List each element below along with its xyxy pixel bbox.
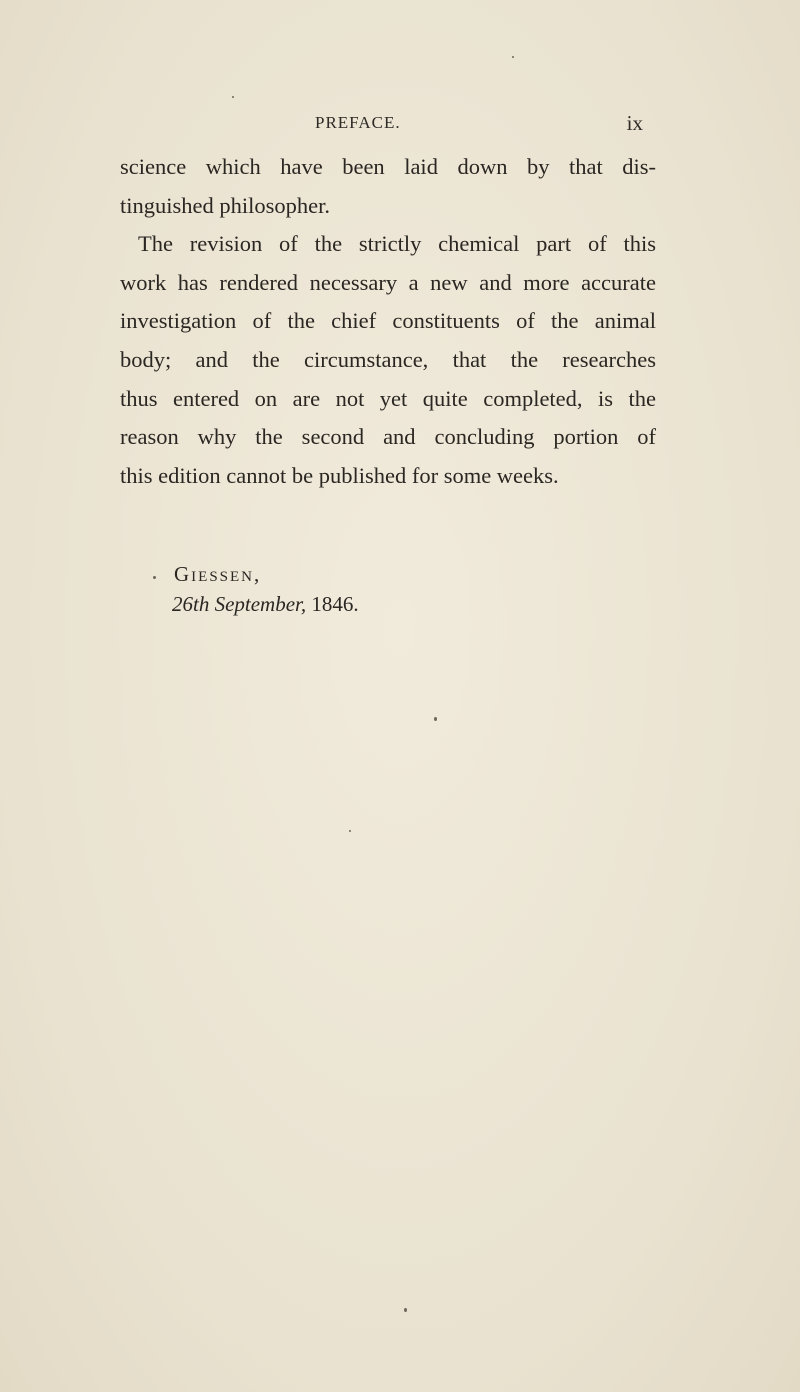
paper-speck: [404, 1308, 407, 1312]
text-line: investigation of the chief constituents of the animal: [120, 308, 656, 334]
text-line: this edition cannot be published for some weeks.: [120, 462, 559, 488]
text-line: science which have been laid down by that dis-: [120, 154, 656, 179]
text-line: thus entered on are not yet quite completed, is the: [120, 385, 656, 411]
text-line: tinguished philosopher.: [120, 192, 330, 218]
paper-speck: [434, 717, 437, 721]
signature-date-year: 1846.: [311, 592, 359, 616]
signature-date-day-month: 26th September,: [172, 592, 307, 616]
body-text: [120, 148, 656, 495]
text-line: The revision of the strictly chemical part of this: [138, 231, 656, 257]
paper-speck: [349, 830, 351, 832]
signature-date: [172, 589, 474, 619]
running-head: [315, 113, 655, 137]
page-number: ix: [626, 111, 643, 135]
text-line: body; and the circumstance, that the researches: [120, 346, 656, 372]
running-head-title: PREFACE.: [315, 113, 401, 132]
text-line: work has rendered necessary a new and more accurate: [120, 269, 656, 295]
signature-block: [174, 559, 474, 619]
paper-speck: [512, 56, 514, 58]
text-line: reason why the second and concluding portion of: [120, 424, 656, 450]
signature-place: Giessen,: [174, 562, 262, 586]
paper-speck: [153, 576, 156, 579]
paper-speck: [232, 96, 234, 98]
